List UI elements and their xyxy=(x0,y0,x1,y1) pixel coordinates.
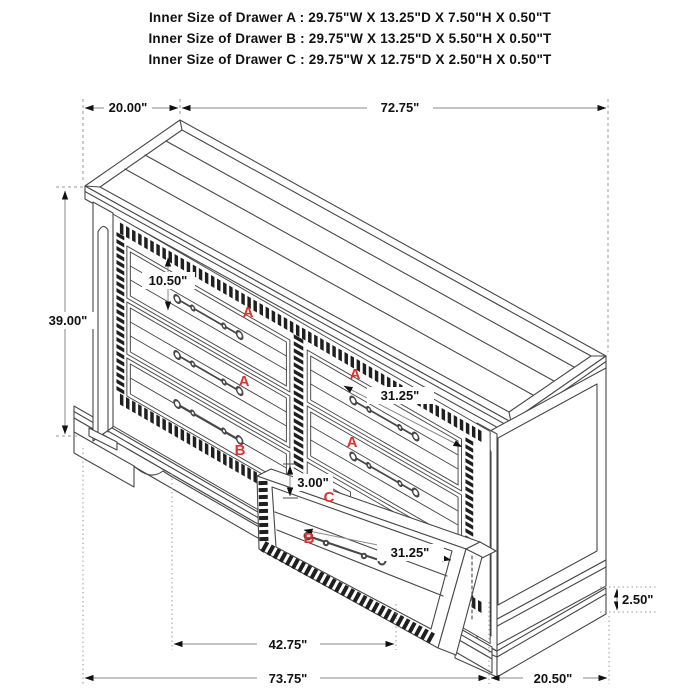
drawer-label-a3: A xyxy=(349,366,361,383)
dim-drawer-offset-label: 10.50" xyxy=(148,273,188,288)
dim-top-depth-label: 20.00" xyxy=(108,100,148,115)
drawer-label-c: C xyxy=(323,489,335,506)
drawer-label-a1: A xyxy=(242,304,254,321)
spec-line-drawer-c: Inner Size of Drawer C : 29.75"W X 12.75"D X 2.50"H X 0.50"T xyxy=(148,52,552,67)
drawer-label-b2: B xyxy=(303,530,315,547)
dim-clearance-label: 42.75" xyxy=(268,637,308,652)
dim-drawer-a-width-label: 31.25" xyxy=(380,388,420,403)
drawer-label-b1: B xyxy=(234,442,246,459)
spec-line-drawer-b: Inner Size of Drawer B : 29.75"W X 13.25"D X 5.50"H X 0.50"T xyxy=(148,31,552,46)
dresser-drawing xyxy=(74,120,606,677)
dim-base-height-label: 2.50" xyxy=(622,592,654,607)
spec-line-drawer-a: Inner Size of Drawer A : 29.75"W X 13.25"D X 7.50"H X 0.50"T xyxy=(148,10,551,25)
dim-drawer-b-width-label: 31.25" xyxy=(390,545,430,560)
dim-side-depth-label: 20.50" xyxy=(533,671,573,686)
dim-height-label: 39.00" xyxy=(48,313,88,328)
drawer-label-a4: A xyxy=(346,434,358,451)
drawer-label-a2: A xyxy=(238,373,250,390)
dim-top-width-label: 72.75" xyxy=(380,100,420,115)
dim-total-width-label: 73.75" xyxy=(268,671,308,686)
dim-gap-c-label: 3.00" xyxy=(297,475,329,490)
